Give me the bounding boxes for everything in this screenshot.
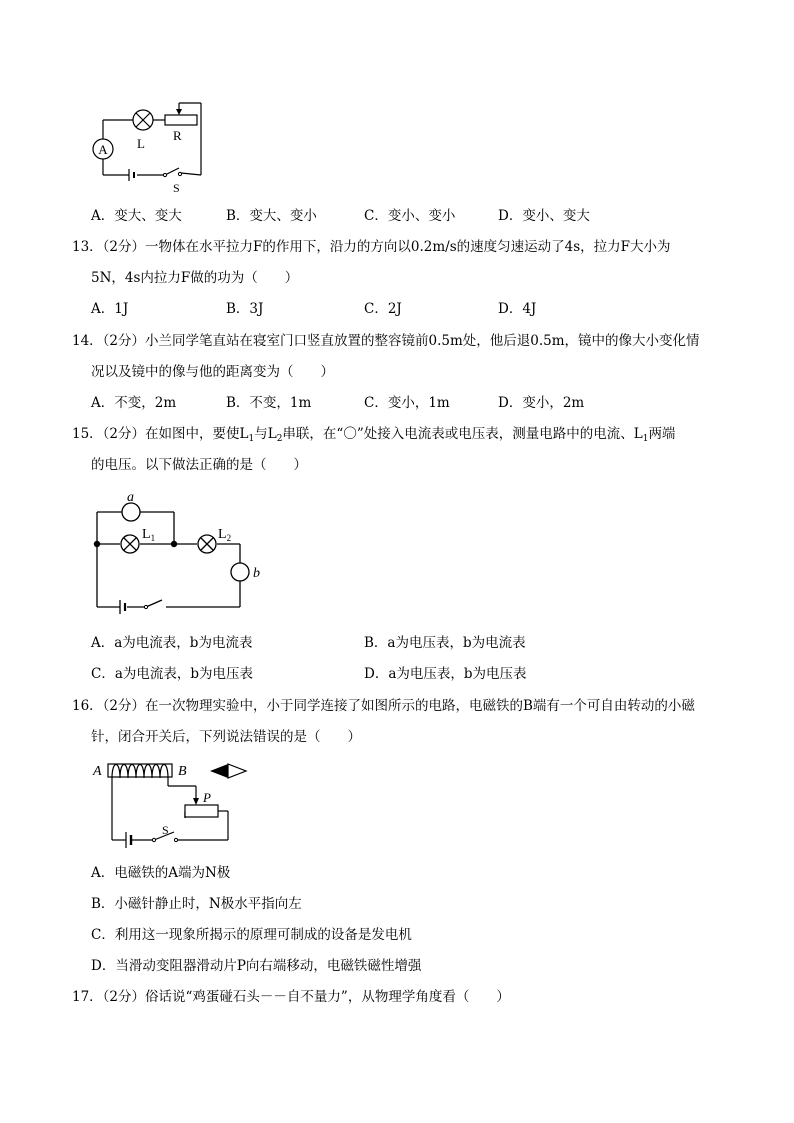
q14-option-b[interactable]: B．不变，1m — [226, 395, 312, 411]
circuit-diagram-q12 — [85, 98, 225, 193]
q14-option-c[interactable]: C．变小，1m — [364, 395, 450, 411]
rheostat-label: R — [173, 128, 182, 143]
q13-option-d[interactable]: D．4J — [498, 301, 537, 317]
slider-p-label: P — [203, 790, 211, 805]
q14-option-d[interactable]: D．变小，2m — [498, 395, 585, 411]
q12-option-c[interactable]: C．变小、变小 — [364, 208, 456, 224]
q12-option-a[interactable]: A．变大、变大 — [91, 208, 182, 224]
q15-option-c[interactable]: C．a为电流表，b为电压表 — [91, 666, 254, 682]
meter-b-label: b — [253, 566, 260, 581]
q15-option-b[interactable]: B．a为电压表，b为电流表 — [364, 635, 526, 651]
q13-stem-line1: 13．（2分）一物体在水平拉力F的作用下，沿力的方向以0.2m/s的速度匀速运动了4s，拉力F大小为 — [72, 239, 671, 255]
q16-option-a[interactable]: A．电磁铁的A端为N极 — [91, 865, 231, 881]
q16-option-b[interactable]: B．小磁针静止时，N极水平指向左 — [91, 896, 302, 912]
q16-stem-line1: 16．（2分）在一次物理实验中，小于同学连接了如图所示的电路，电磁铁的B端有一个可自由转动的小磁 — [72, 698, 695, 714]
lamp-l2 — [198, 535, 216, 553]
q13-stem-line2: 5N，4s内拉力F做的功为（ ） — [91, 270, 299, 286]
lamp-l1 — [121, 535, 139, 553]
q15-stem-line2: 的电压。以下做法正确的是（ ） — [91, 457, 307, 473]
lamp-l — [133, 110, 153, 130]
q17-stem-line1: 17．（2分）俗话说“鸡蛋碰石头－－自不量力”，从物理学角度看（ ） — [72, 989, 510, 1005]
meter-a-label: a — [127, 490, 134, 505]
q14-option-a[interactable]: A．不变，2m — [91, 395, 177, 411]
q15-option-d[interactable]: D．a为电压表，b为电压表 — [364, 666, 527, 682]
switch-label: S — [173, 181, 180, 195]
circuit-diagram-q15 — [90, 487, 270, 612]
end-a-label: A — [93, 764, 102, 779]
q16-option-d[interactable]: D．当滑动变阻器滑动片P向右端移动，电磁铁磁性增强 — [91, 958, 422, 974]
lamp-label: L — [137, 136, 145, 151]
q16-option-c[interactable]: C．利用这一现象所揭示的原理可制成的设备是发电机 — [91, 927, 412, 943]
ammeter-label: A — [98, 142, 108, 157]
q13-option-c[interactable]: C．2J — [364, 301, 402, 317]
switch-s-label: S — [162, 823, 169, 837]
q13-option-b[interactable]: B．3J — [226, 301, 264, 317]
meter-a — [122, 503, 140, 521]
q13-option-a[interactable]: A．1J — [91, 301, 129, 317]
q12-option-b[interactable]: B．变大、变小 — [226, 208, 317, 224]
end-b-label: B — [178, 764, 187, 779]
ammeter-a — [93, 139, 113, 159]
meter-b — [231, 563, 249, 581]
q15-stem-line1: 15．（2分）在如图中，要使$L_1$与$L_2$串联，在“〇”处接入电流表或电压表，测量电路中的电流、$L_1$两端 — [72, 426, 676, 444]
rheostat-p — [185, 805, 218, 817]
rheostat-r — [165, 115, 197, 125]
lamp-l1-label: $L_1$ — [142, 527, 156, 543]
q14-stem-line1: 14．（2分）小兰同学笔直站在寝室门口竖直放置的整容镜前0.5m处，他后退0.5m，镜中的像大小变化情 — [72, 333, 700, 349]
q14-stem-line2: 况以及镜中的像与他的距离变为（ ） — [91, 364, 334, 380]
q16-stem-line2: 针，闭合开关后，下列说法错误的是（ ） — [91, 729, 361, 745]
lamp-l2-label: $L_2$ — [218, 527, 232, 543]
q15-option-a[interactable]: A．a为电流表，b为电流表 — [91, 635, 253, 651]
compass-needle — [210, 764, 246, 778]
q12-option-d[interactable]: D．变小、变大 — [498, 208, 590, 224]
electromagnet-diagram-q16 — [90, 758, 260, 853]
